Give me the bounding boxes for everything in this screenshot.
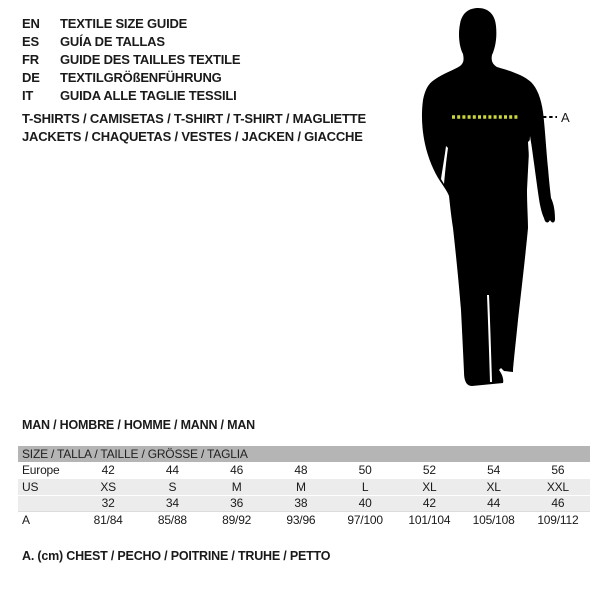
section-title-man: MAN / HOMBRE / HOMME / MANN / MAN [22,418,255,432]
language-row-es [22,33,240,51]
table-row-europe [18,462,590,479]
size-cell: XL [486,480,501,494]
size-cell: 109/112 [537,513,579,527]
size-cell: 44 [165,463,179,477]
size-cell: S [168,480,177,494]
size-cell: 97/100 [347,513,383,527]
table-row-chest-a [18,511,590,528]
size-cell: 56 [551,463,565,477]
size-table [18,446,590,528]
size-cell: M [295,480,306,494]
row-label: US [22,480,39,494]
size-cell: 40 [358,496,372,510]
size-cell: 85/88 [157,513,187,527]
size-cell: 32 [101,496,115,510]
size-table-header: SIZE / TALLA / TAILLE / GRÖSSE / TAGLIA [18,446,590,462]
row-label: A [22,513,30,527]
footnote-chest-measure: A. (cm) CHEST / PECHO / POITRINE / TRUHE / PETTO [22,549,331,563]
size-cell: XL [422,480,437,494]
size-cell: 54 [487,463,501,477]
category-tshirts: T-SHIRTS / CAMISETAS / T-SHIRT / T-SHIRT / MAGLIETTE [22,111,366,126]
man-silhouette-figure [400,0,600,420]
size-cell: 36 [230,496,244,510]
size-cell: 48 [294,463,308,477]
size-cell: 44 [487,496,501,510]
language-code: DE [22,70,40,85]
size-cell: 46 [230,463,244,477]
row-label: Europe [22,463,60,477]
size-cell: 42 [422,496,436,510]
size-cell: XS [100,480,116,494]
language-code: IT [22,88,34,103]
language-row-it [22,87,240,105]
size-cell: L [361,480,369,494]
size-cell: M [231,480,242,494]
size-cell: 93/96 [286,513,316,527]
size-cell: 38 [294,496,308,510]
language-title: TEXTILGRÖßENFÜHRUNG [60,70,222,85]
category-jackets: JACKETS / CHAQUETAS / VESTES / JACKEN / GIACCHE [22,129,363,144]
size-cell: 34 [165,496,179,510]
table-row-us [18,479,590,495]
size-cell: XXL [546,480,569,494]
language-title: GUIDA ALLE TAGLIE TESSILI [60,88,237,103]
language-code: EN [22,16,40,31]
measure-label-a: A [561,110,570,125]
size-cell: 89/92 [222,513,252,527]
size-cell: 101/104 [408,513,451,527]
category-list [22,110,366,146]
size-cell: 50 [358,463,372,477]
language-row-en [22,15,240,33]
table-row-numeric [18,496,590,511]
size-cell: 105/108 [472,513,515,527]
size-cell: 42 [101,463,115,477]
size-cell: 52 [422,463,436,477]
language-title: TEXTILE SIZE GUIDE [60,16,188,31]
language-title: GUIDE DES TAILLES TEXTILE [60,52,241,67]
language-row-de [22,69,240,87]
language-code: FR [22,52,39,67]
language-code: ES [22,34,39,49]
size-cell: 81/84 [93,513,123,527]
size-cell: 46 [551,496,565,510]
language-list [22,15,240,105]
man-silhouette-svg [400,0,600,420]
row-label [18,496,76,511]
language-title: GUÍA DE TALLAS [60,34,165,49]
language-row-fr [22,51,240,69]
